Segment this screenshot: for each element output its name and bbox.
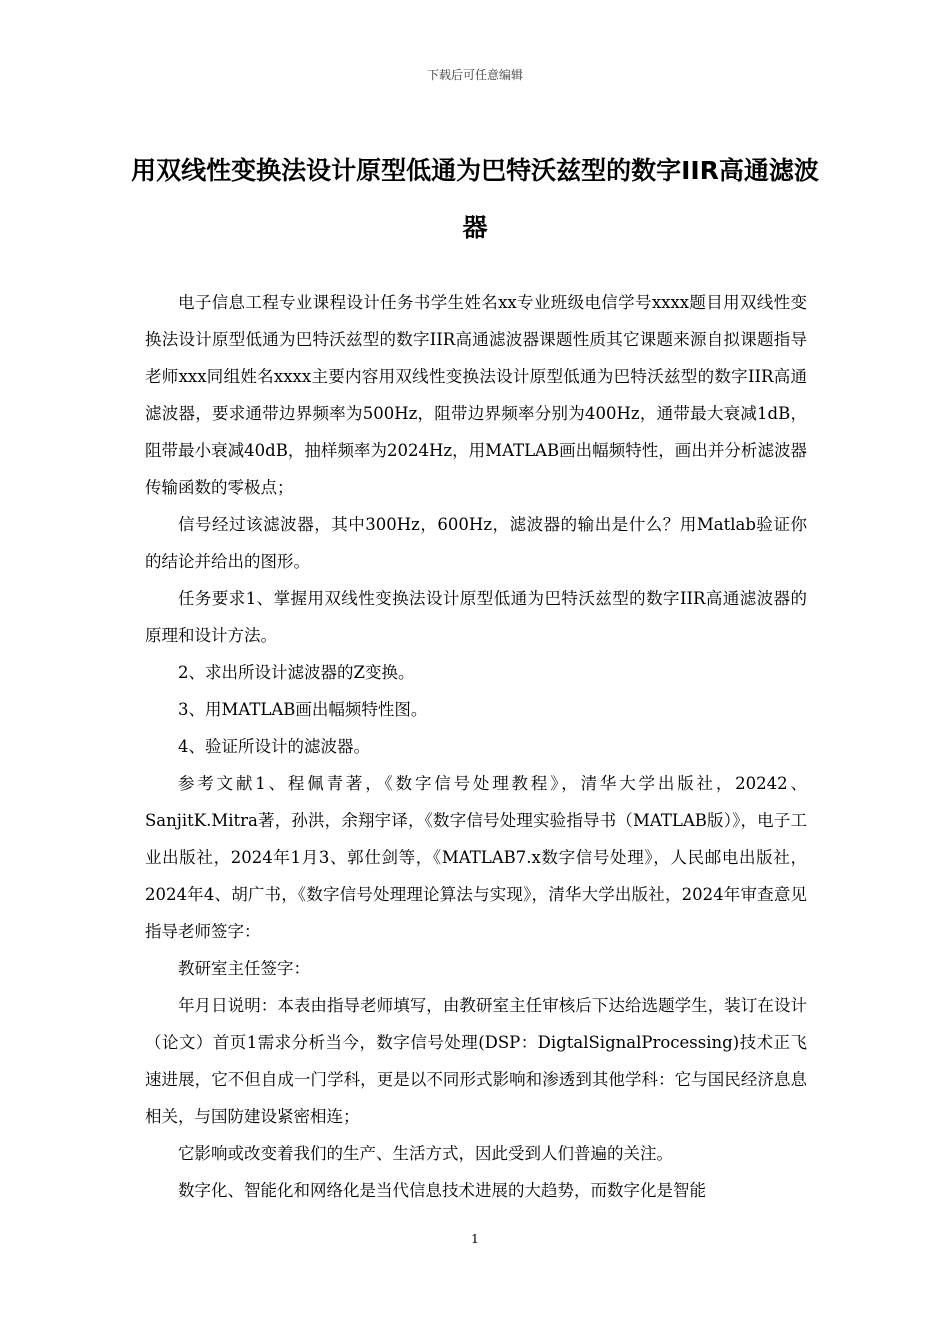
page-header: 下载后可任意编辑 xyxy=(426,68,523,82)
document-body xyxy=(145,284,807,1209)
paragraph-references: 参考文献1、程佩青著，《数字信号处理教程》，清华大学出版社，20242、SanjitK.Mitra著，孙洪，余翔宇译，《数字信号处理实验指导书（MATLAB版）》，电子工业出版社，2024年1月3、郭仕剑等，《MATLAB7.x数字信号处理》，人民邮电出版社，2024年4、胡广书，《数字信号处理理论算法与实现》，清华大学出版社，2024年审查意见指导老师签字： xyxy=(145,774,807,941)
paragraph-influence: 它影响或改变着我们的生产、生活方式，因此受到人们普遍的关注。 xyxy=(178,1144,673,1163)
paragraph-task-requirement-4: 4、验证所设计的滤波器。 xyxy=(178,737,370,756)
document-title: 用双线性变换法设计原型低通为巴特沃兹型的数字IIR高通滤波器 xyxy=(131,156,819,242)
paragraph-digitization: 数字化、智能化和网络化是当代信息技术进展的大趋势，而数字化是智能 xyxy=(178,1181,706,1200)
paragraph-task-requirement-3: 3、用MATLAB画出幅频特性图。 xyxy=(178,700,428,719)
paragraph-signal-question: 信号经过该滤波器，其中300Hz，600Hz，滤波器的输出是什么？用Matlab验证你的结论并给出的图形。 xyxy=(145,515,807,571)
paragraph-task-requirement-1: 任务要求1、掌握用双线性变换法设计原型低通为巴特沃兹型的数字IIR高通滤波器的原理和设计方法。 xyxy=(145,589,807,645)
page-number: 1 xyxy=(471,1232,479,1246)
paragraph-director-signature: 教研室主任签字： xyxy=(178,959,310,978)
paragraph-task-requirement-2: 2、求出所设计滤波器的Z变换。 xyxy=(178,663,415,682)
paragraph-notes-requirements: 年月日说明：本表由指导老师填写，由教研室主任审核后下达给选题学生，装订在设计（论文）首页1需求分析当今，数字信号处理(DSP：DigtalSignalProcessing)技术正飞速进展，它不但自成一门学科，更是以不同形式影响和渗透到其他学科：它与国民经济息息相关，与国防建设紧密相连； xyxy=(145,996,807,1126)
paragraph-task-description: 电子信息工程专业课程设计任务书学生姓名xx专业班级电信学号xxxx题目用双线性变换法设计原型低通为巴特沃兹型的数字IIR高通滤波器课题性质其它课题来源自拟课题指导老师xxx同组姓名xxxx主要内容用双线性变换法设计原型低通为巴特沃兹型的数字IIR高通滤波器，要求通带边界频率为500Hz，阻带边界频率分别为400Hz，通带最大衰减1dB，阻带最小衰减40dB，抽样频率为2024Hz，用MATLAB画出幅频特性，画出并分析滤波器传输函数的零极点； xyxy=(145,293,807,497)
